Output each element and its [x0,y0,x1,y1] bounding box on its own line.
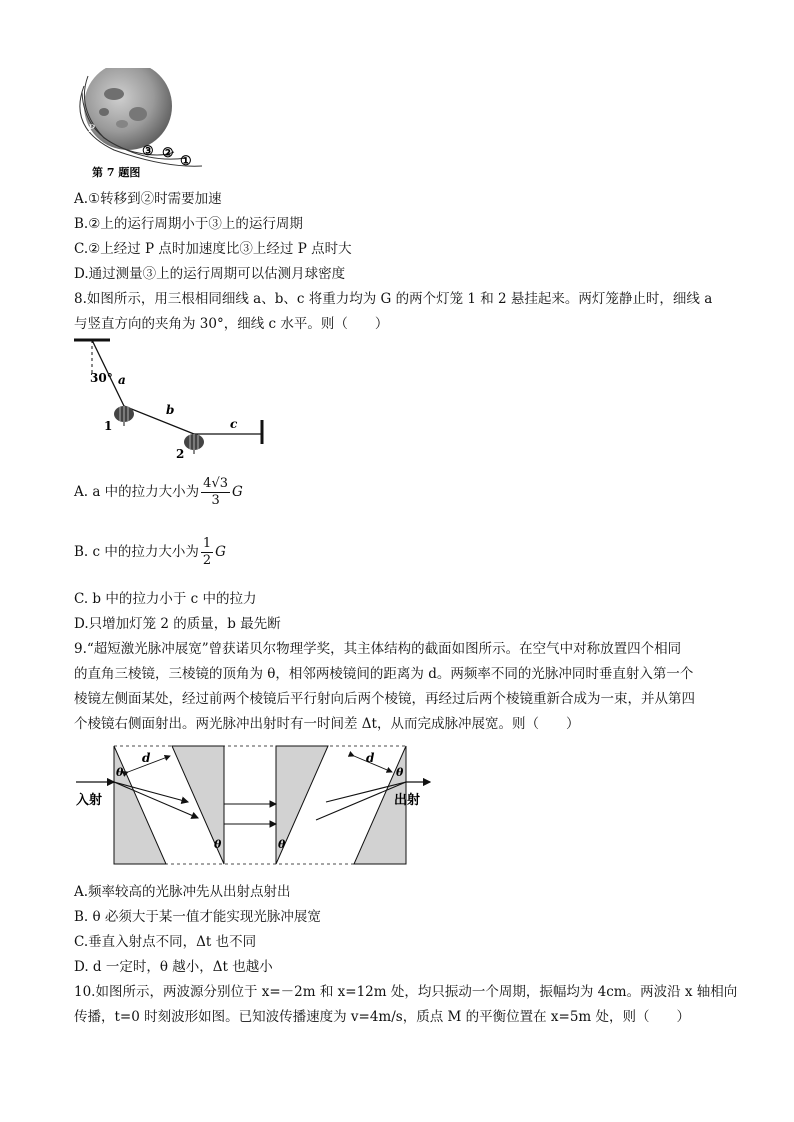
theta-2: θ [214,838,222,851]
q7-option-d: D.通过测量③上的运行周期可以估测月球密度 [74,266,346,282]
theta-3: θ [278,838,286,851]
q8-option-d: D.只增加灯笼 2 的质量，b 最先断 [74,616,281,632]
orbit-label-3: ③ [142,144,154,159]
orbit-label-1: ① [180,154,192,169]
q9-stem-line-3: 棱镜左侧面某处，经过前两个棱镜后平行射向后两个棱镜，再经过后两个棱镜重新合成为一束，并从第四 [74,691,695,707]
q9-option-b: B. θ 必须大于某一值才能实现光脉冲展宽 [74,909,321,925]
lantern-1-label: 1 [104,419,113,433]
lantern-2-label: 2 [176,447,185,458]
fig8-lantern-figure [74,336,270,458]
q8-option-b-text: B. c 中的拉力大小为 [74,544,199,560]
q8-option-b-g: G [215,544,226,560]
q8-stem-line-1: 8.如图所示，用三根相同细线 a、b、c 将重力均为 G 的两个灯笼 1 和 2 悬挂起来。两灯笼静止时，细线 a [74,291,713,307]
orbit-label-2: ② [162,146,174,161]
lantern-2 [184,434,204,454]
fig9-prism-figure [74,744,434,866]
lantern-1 [114,406,134,426]
q10-stem-line-2: 传播，t=0 时刻波形如图。已知波传播速度为 v=4m/s，质点 M 的平衡位置在 x=5m 处，则（ ） [74,1009,691,1025]
string-c-label: c [230,417,238,431]
q8-option-c: C. b 中的拉力小于 c 中的拉力 [74,591,257,607]
distance-d-left: d [142,751,151,765]
q9-stem-line-2: 的直角三棱镜，三棱镜的顶角为 θ，相邻两棱镜间的距离为 d。两频率不同的光脉冲同时垂直射入第一个 [74,666,694,682]
q9-option-c: C.垂直入射点不同，Δt 也不同 [74,934,257,950]
fraction-b-den: 2 [202,553,212,568]
q7-option-b: B.②上的运行周期小于③上的运行周期 [74,216,303,232]
prism-1 [114,746,166,864]
q8-stem-line-2: 与竖直方向的夹角为 30°，细线 c 水平。则（ ） [74,316,389,332]
theta-1: θ [116,766,124,779]
q9-stem-line-1: 9.“超短激光脉冲展宽”曾获诺贝尔物理学奖，其主体结构的截面如图所示。在空气中对称放置四个相同 [74,641,682,657]
q9-option-a: A.频率较高的光脉冲先从出射点射出 [74,884,291,900]
string-b-label: b [166,403,175,417]
q8-option-a [74,474,243,510]
distance-d-right: d [366,751,375,765]
moon [84,68,172,150]
angle-label: 30° [90,371,113,385]
fraction-a-num: 4√3 [203,476,228,491]
theta-4: θ [396,766,404,779]
label-incident: 入射 [76,793,103,808]
fraction-a-den: 3 [211,493,220,508]
q7-option-a: A.①转移到②时需要加速 [74,191,222,207]
q10-stem-line-1: 10.如图所示，两波源分别位于 x=－2m 和 x=12m 处，均只振动一个周期，振幅均为 4cm。两波沿 x 轴相向 [74,984,738,1000]
fraction-b [201,536,213,569]
q8-option-b [74,534,226,570]
q9-stem-line-4: 个棱镜右侧面射出。两光脉冲出射时有一时间差 Δt，从而完成脉冲展宽。则（ ） [74,716,580,732]
string-a-label: a [118,373,126,387]
q8-option-a-text: A. a 中的拉力大小为 [74,484,200,500]
point-p-label: P [88,124,95,135]
fig7-moon-figure [74,68,214,180]
fraction-b-num: 1 [202,536,212,551]
q9-option-d: D. d 一定时，θ 越小，Δt 也越小 [74,959,273,975]
string-b [124,406,194,434]
label-exit: 出射 [394,793,421,808]
q8-option-a-g: G [232,484,243,500]
fig7-caption: 第 7 题图 [92,166,141,179]
q7-option-c: C.②上经过 P 点时加速度比③上经过 P 点时大 [74,241,352,257]
fraction-a [201,476,230,509]
